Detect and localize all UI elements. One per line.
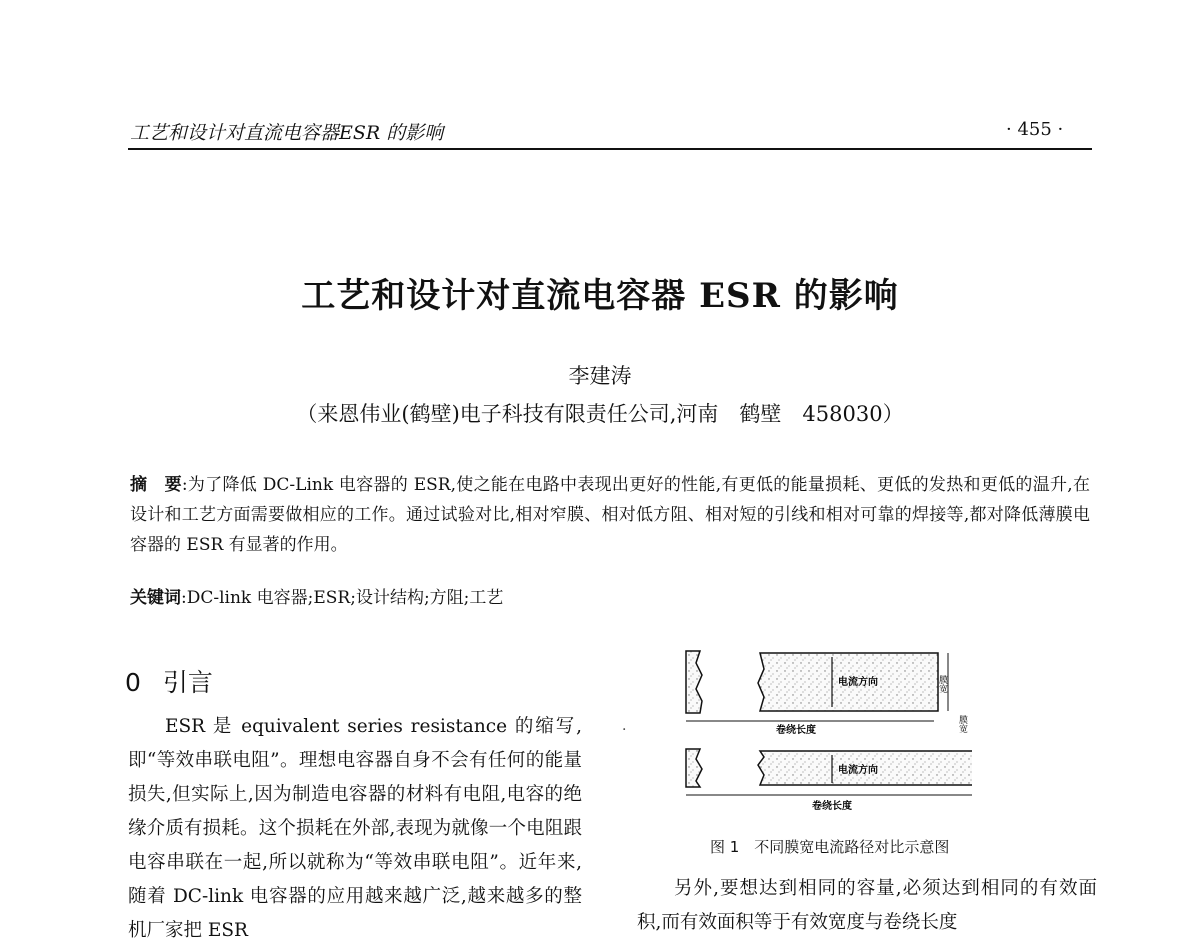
keywords	[130, 583, 503, 608]
label-length-top: 卷绕长度	[776, 725, 816, 736]
right-column-paragraph: 另外,要想达到相同的容量,必须达到相同的有效面积,而有效面积等于有效宽度与卷绕长度	[637, 878, 1097, 933]
label-length-bottom: 卷绕长度	[812, 801, 852, 812]
film-strip-bottom-left-end	[686, 749, 702, 787]
stray-mark: ·	[622, 722, 627, 738]
page-number: · 455 ·	[1006, 119, 1064, 140]
abstract-label: 摘 要	[130, 475, 182, 495]
keywords-label: 关键词	[130, 588, 181, 608]
figure-caption: 图 1 不同膜宽电流路径对比示意图	[710, 838, 950, 856]
section-title: 引言	[162, 668, 213, 697]
film-strip-top-left-end	[686, 651, 702, 713]
label-width-bottom: 膜宽	[957, 715, 967, 733]
section-heading	[125, 663, 213, 699]
running-title: 工艺和设计对直流电容器ESR 的影响	[130, 122, 444, 144]
label-current-top: 电流方向	[838, 677, 878, 688]
header-rule	[128, 148, 1092, 150]
author-affiliation: （来恩伟业(鹤壁)电子科技有限责任公司,河南 鹤壁 458030）	[296, 402, 904, 426]
intro-paragraph: ESR 是 equivalent series resistance 的缩写,即“等效串联电阻”。理想电容器自身不会有任何的能量损失,但实际上,因为制造电容器的材料有电阻,电容的绝缘介质有损耗。这个损耗在外部,表现为就像一个电阻跟电容串联在一起,所以就称为“等效串联电阻”。近年来,随着 DC-link 电容器的应用越来越广泛,越来越多的整机厂家把 ESR	[128, 716, 582, 941]
section-number: 0	[125, 668, 141, 697]
paper-title: 工艺和设计对直流电容器 ESR 的影响	[301, 276, 899, 316]
figure-diagram	[672, 645, 972, 817]
abstract-text: :为了降低 DC-Link 电容器的 ESR,使之能在电路中表现出更好的性能,有更低的能量损耗、更低的发热和更低的温升,在设计和工艺方面需要做相应的工作。通过试验对比,相对窄膜、相对低方阻、相对短的引线和相对可靠的焊接等,都对降低薄膜电容器的 ESR 有显著的作用。	[130, 475, 1090, 555]
label-current-bottom: 电流方向	[838, 765, 878, 776]
abstract	[130, 470, 1090, 560]
author-name: 李建涛	[568, 364, 632, 388]
keywords-text: :DC-link 电容器;ESR;设计结构;方阻;工艺	[181, 588, 504, 608]
label-width-top: 膜宽	[937, 675, 947, 693]
